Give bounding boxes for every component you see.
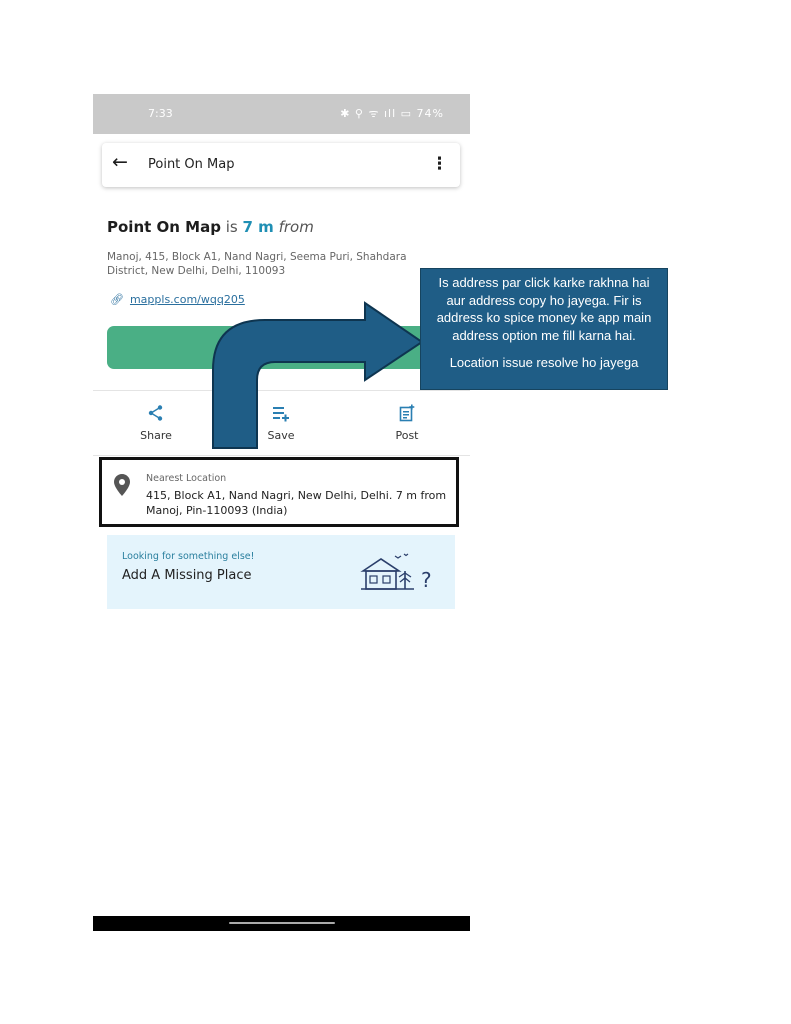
nearest-location-card[interactable] [99, 457, 459, 527]
arrow-left-icon[interactable]: ← [112, 151, 128, 173]
status-icons: ✱ ⚲ ᯤ ıll ▭ 74% [340, 107, 444, 120]
add-missing-place-card[interactable] [107, 535, 455, 609]
home-handle[interactable] [229, 922, 335, 924]
save-label: Save [267, 429, 295, 442]
gesture-nav-bar [93, 916, 470, 931]
place-heading [107, 218, 314, 236]
link-icon: 🔗︎ [110, 293, 124, 306]
share-link[interactable]: mappls.com/wqq205 [129, 293, 245, 306]
nearest-address: 415, Block A1, Nand Nagri, New Delhi, Delhi. 7 m from Manoj, Pin-110093 (India) [146, 489, 447, 517]
missing-title: Add A Missing Place [122, 568, 252, 583]
share-label: Share [140, 429, 172, 442]
divider [93, 455, 470, 456]
missing-caption: Looking for something else! [122, 551, 255, 562]
status-time: 7:33 [148, 107, 173, 120]
callout-text-2: Location issue resolve ho jayega [449, 355, 639, 370]
app-bar-title: Point On Map [148, 157, 235, 172]
place-name: Point On Map [107, 218, 221, 236]
svg-text:?: ? [421, 568, 432, 592]
share-icon [121, 404, 191, 426]
share-button[interactable] [121, 404, 191, 442]
callout-arrow [210, 300, 425, 450]
house-illustration-icon [359, 551, 439, 597]
place-address: Manoj, 415, Block A1, Nand Nagri, Seema Puri, Shahdara District, New Delhi, Delhi, 110093 [107, 251, 407, 277]
location-pin-icon [114, 474, 130, 500]
post-label: Post [395, 429, 419, 442]
instruction-callout [420, 268, 668, 390]
status-bar [93, 94, 470, 134]
more-vert-icon[interactable]: ⋮ [431, 154, 448, 174]
place-distance: 7 m [242, 218, 274, 236]
callout-text-1: Is address par click karke rakhna hai aur address copy ho jayega. Fir is address ko spice money ke app main address option me fill karna hai. [436, 275, 652, 343]
place-is-text: is [225, 218, 238, 236]
nearest-caption: Nearest Location [146, 473, 227, 484]
app-bar [102, 143, 460, 187]
place-from-text: from [278, 218, 314, 236]
